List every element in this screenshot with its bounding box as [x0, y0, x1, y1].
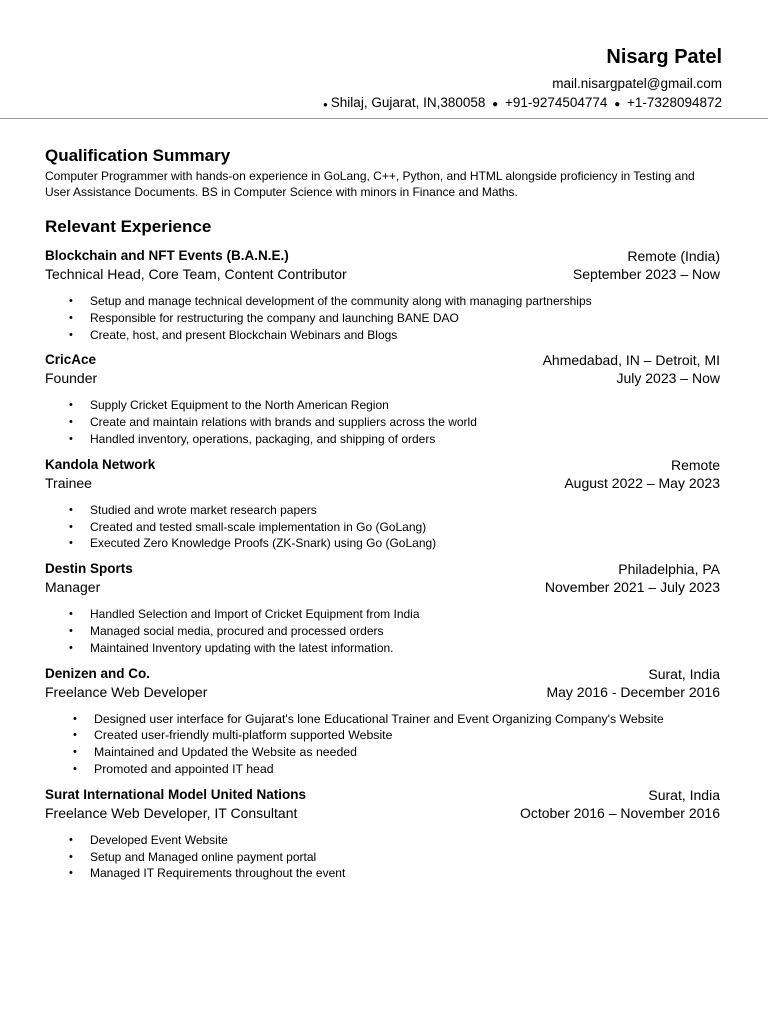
resume-body — [45, 145, 722, 882]
candidate-name: Nisarg Patel — [606, 46, 722, 68]
job-dates: August 2022 – May 2023 — [564, 474, 720, 491]
list-item: • Handled Selection and Import of Cricket Equipment from India — [45, 606, 722, 623]
phone-us: +1-7328094872 — [627, 95, 722, 110]
summary-heading: Qualification Summary — [45, 146, 231, 165]
list-item: • Created and tested small-scale implementation in Go (GoLang) — [45, 519, 722, 536]
list-item: • Designed user interface for Gujarat's lone Educational Trainer and Event Organizing Company's Website — [45, 711, 722, 728]
list-item: • Developed Event Website — [45, 832, 722, 849]
contact-line — [323, 93, 722, 114]
list-item: • Handled inventory, operations, packaging, and shipping of orders — [45, 431, 722, 448]
job-dates: October 2016 – November 2016 — [519, 804, 720, 821]
list-item: • Setup and manage technical development of the community along with managing partnerships — [45, 293, 722, 310]
job-location: Remote (India) — [627, 248, 720, 264]
job-role: Technical Head, Core Team, Content Contributor — [45, 266, 347, 282]
job-dates: November 2021 – July 2023 — [544, 579, 720, 596]
job-organization: Kandola Network — [45, 456, 156, 472]
resume-header — [323, 44, 722, 114]
job-entry — [45, 351, 722, 447]
job-role: Manager — [45, 579, 101, 596]
job-organization: Destin Sports — [45, 561, 133, 577]
list-item: • Create, host, and present Blockchain Webinars and Blogs — [45, 327, 722, 344]
list-item: • Promoted and appointed IT head — [45, 761, 722, 778]
list-item: • Supply Cricket Equipment to the North American Region — [45, 397, 722, 414]
job-location: Surat, India — [648, 665, 720, 682]
job-role: Freelance Web Developer, IT Consultant — [45, 804, 298, 821]
job-dates: July 2023 – Now — [616, 370, 720, 387]
job-bullets — [45, 711, 722, 778]
list-item: • Managed IT Requirements throughout the event — [45, 865, 722, 882]
job-location: Ahmedabad, IN – Detroit, MI — [542, 352, 720, 369]
list-item: • Managed social media, procured and processed orders — [45, 623, 722, 640]
job-entry — [45, 247, 722, 343]
experience-heading: Relevant Experience — [45, 217, 212, 236]
job-organization: Blockchain and NFT Events (B.A.N.E.) — [45, 248, 289, 263]
job-entry — [45, 456, 722, 552]
job-role: Founder — [45, 370, 98, 387]
job-bullets — [45, 293, 722, 343]
job-location: Surat, India — [648, 786, 720, 803]
job-organization: Surat International Model United Nations — [45, 786, 307, 802]
list-item: • Studied and wrote market research papers — [45, 502, 722, 519]
list-item: • Maintained and Updated the Website as needed — [45, 744, 722, 761]
bullet-separator-icon: ● — [492, 99, 499, 110]
job-bullets — [45, 397, 722, 447]
job-bullets — [45, 502, 722, 552]
job-organization: CricAce — [45, 352, 97, 368]
list-item: • Create and maintain relations with brands and suppliers across the world — [45, 414, 722, 431]
bullet-separator-icon: ● — [322, 100, 328, 109]
email-address: mail.nisargpatel@gmail.com — [552, 76, 722, 91]
job-role: Trainee — [45, 474, 92, 491]
job-entry — [45, 786, 722, 882]
list-item: • Setup and Managed online payment portal — [45, 849, 722, 866]
job-bullets — [45, 832, 722, 882]
list-item: • Responsible for restructuring the company and launching BANE DAO — [45, 310, 722, 327]
job-entry — [45, 665, 722, 778]
experience-list — [45, 247, 722, 882]
list-item: • Executed Zero Knowledge Proofs (ZK-Snark) using Go (GoLang) — [45, 535, 722, 552]
phone-india: +91-9274504774 — [504, 95, 608, 110]
job-bullets — [45, 606, 722, 656]
job-location: Remote — [670, 456, 720, 473]
header-divider — [0, 118, 768, 119]
list-item: • Maintained Inventory updating with the latest information. — [45, 640, 722, 657]
job-role: Freelance Web Developer — [45, 683, 208, 700]
location-text: Shilaj, Gujarat, IN,380058 — [330, 95, 486, 110]
bullet-separator-icon: ● — [614, 99, 621, 110]
job-dates: September 2023 – Now — [572, 266, 720, 282]
list-item: • Created user-friendly multi-platform supported Website — [45, 727, 722, 744]
job-entry — [45, 560, 722, 656]
job-organization: Denizen and Co. — [45, 665, 151, 681]
job-location: Philadelphia, PA — [618, 561, 720, 578]
job-dates: May 2016 - December 2016 — [546, 683, 720, 700]
summary-text: Computer Programmer with hands-on experience in GoLang, C++, Python, and HTML alongside proficiency in Testing and User Assistance Documents. BS in Computer Science with minors in Finance and Maths. — [45, 169, 695, 199]
